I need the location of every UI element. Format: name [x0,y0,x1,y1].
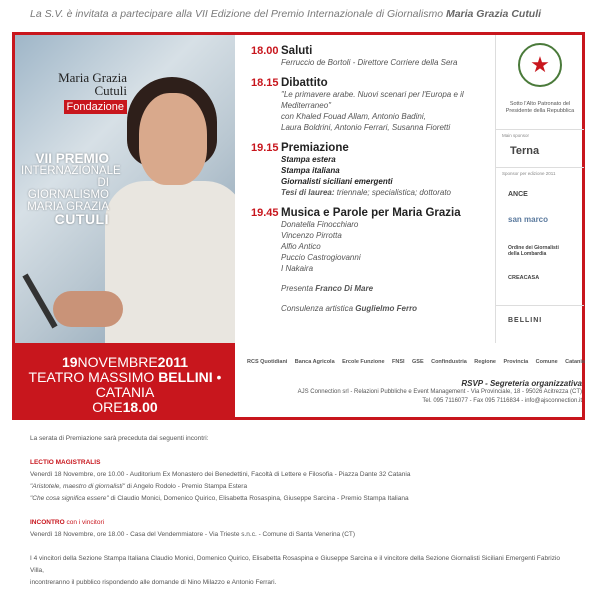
body-text: La serata di Premiazione sarà preceduta dai seguenti incontri: LECTIO MAGISTRALIS Venerdì 18 Novembre, ore 10.00 - Auditorium Ex Monastero dei Benedettini, Facoltà di Lettere e Filosofia - Piazza Dante 32 Catania "Aristotele, maestro di giornalisti" di Angelo Rodolo - Premio Stampa Estera "Che cosa significa essere" di Claudio Monici, Domenico Quirico, Elisabetta Rosaspina, Giuseppe Sarcina - Premio Stampa Italiana INCONTRO con i vincitori Venerdì 18 Novembre, ore 18.00 - Casa del Vendemmiatore - Via Trieste s.n.c. - Comune di Santa Venerina (CT) I 4 vincitori della Sezione Stampa Italiana Claudio Monici, Domenico Quirico, Elisabetta Rosaspina e Giuseppe Sarcina e il vincitore della Sezione Giornalisti Siciliani Emergenti Fabrizio Villa, incontreranno il pubblico rispondendo alle domande di Nino Milazzo e Antonio Ferrari. [30,435,561,586]
portrait-photo [15,35,235,343]
republic-emblem-icon: ★ [518,43,562,87]
program-item: 19.15 Premiazione Stampa estera Stampa italiana Giornalisti siciliani emergenti Tesi di laurea: triennale; specialistica; dottorato [251,142,452,197]
consultant: Consulenza artistica Guglielmo Ferro [281,304,418,313]
program-item: 19.45 Musica e Parole per Maria Grazia Donatella Finocchiaro Vincenzo Pirrotta Alfio Antico Puccio Castrogiovanni I Nakaira [251,207,461,273]
program [251,45,491,323]
foundation-logo: Maria Grazia Cutuli Fondazione [58,70,127,113]
program-item: 18.00 Saluti Ferruccio de Bortoli - Direttore Corriere della Sera [251,45,458,67]
event-details: 19NOVEMBRE2011 TEATRO MASSIMO BELLINI • CATANIA ORE18.00 [15,343,235,420]
rsvp: RSVP - Segreteria organizzativa AJS Connection srl - Relazioni Pubbliche e Event Management - Via Provinciale, 18 - 95026 Acitrezza (CT) Tel. 095 7116077 - Fax 095 7116834 - info@ajsconnection.it [297,379,582,404]
ordine-logo: Ordine dei Giornalisti della Lombardia [508,245,559,257]
san-marco-logo: san marco [508,215,549,224]
ance-logo: ANCE [508,191,528,198]
sponsor-strip: RCS Quotidiani Banca Agricola Ercole Funzione FNSI GSE Confindustria Regione Provincia Comune Catania [247,359,585,365]
bellini-logo: BELLINI [508,317,543,324]
invitation-header: La S.V. è invitata a partecipare alla VII Edizione del Premio Internazionale di Giornalismo Maria Grazia Cutuli [30,8,542,20]
header-name: Maria Grazia Cutuli [445,8,542,20]
invitation-card [12,32,585,420]
premio-title: VII PREMIO INTERNAZIONALE DI GIORNALISMO MARIA GRAZIA CUTULI [21,151,121,227]
terna-logo: Terna [510,145,540,157]
presenter: Presenta Franco Di Mare [281,284,374,293]
creacasa-logo: CREACASA [508,275,540,281]
program-item: 18.15 Dibattito "Le primavere arabe. Nuovi scenari per l'Europa e il Mediterraneo" con Khaled Fouad Allam, Antonio Badini, Laura Boldrini, Antonio Ferrari, Susanna Fioretti [251,77,464,132]
sidebar-sponsors: ★ Sotto l'Alto Patronato del Presidente della Repubblica Main sponsor Terna Sponsor per edizione 2011 ANCE san marco Ordine dei Giornalisti della Lombardia CREACASA BELLINI [495,35,584,343]
